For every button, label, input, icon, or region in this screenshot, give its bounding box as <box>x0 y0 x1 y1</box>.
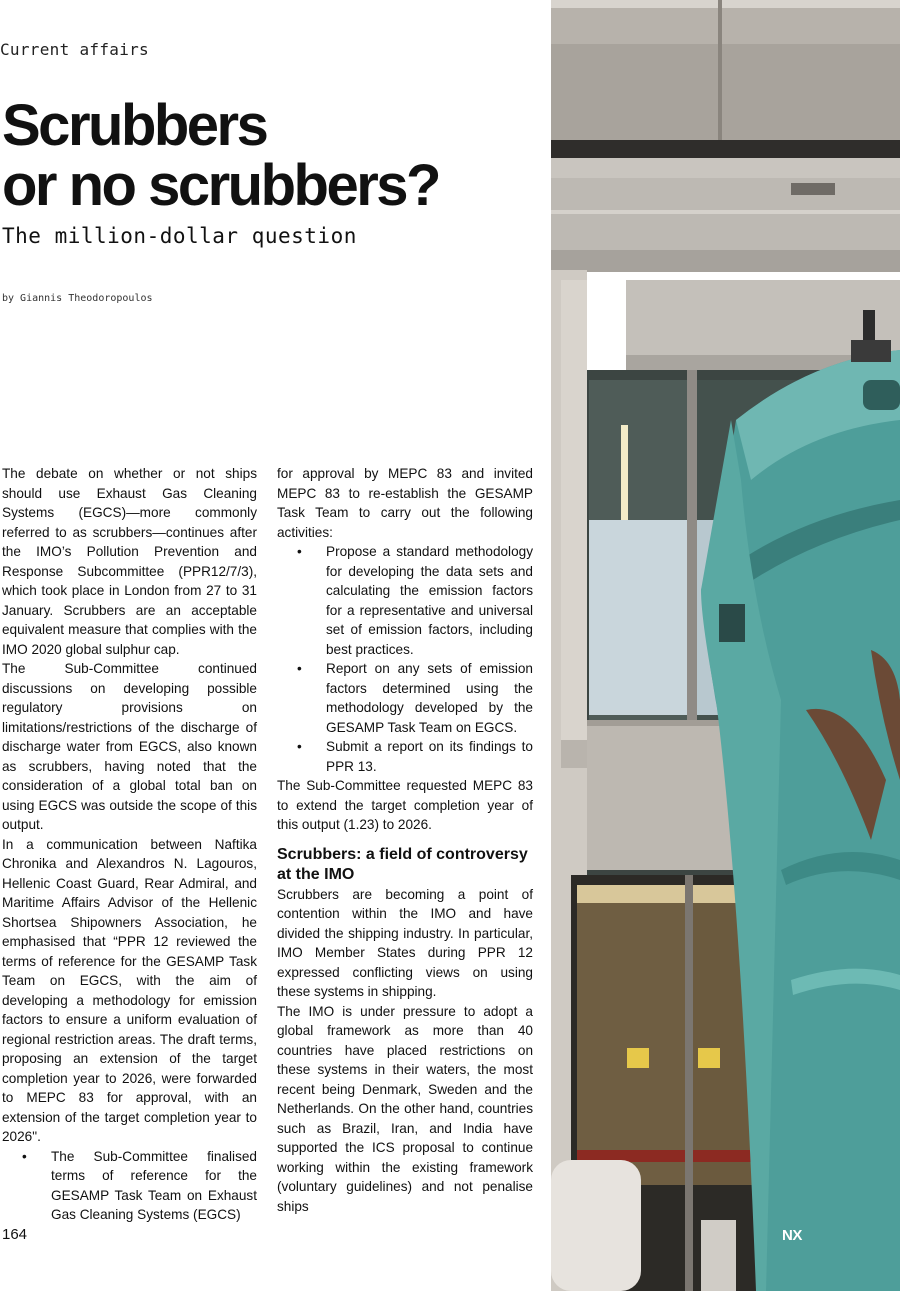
article-title <box>2 93 542 218</box>
list-item-text: The Sub-Committee finalised terms of reference for the GESAMP Task Team on Exhaust Gas Cleaning Systems (EGCS) <box>51 1148 257 1222</box>
text-column-2 <box>277 464 533 1216</box>
paragraph: In a communication between Naftika Chronika and Alexandros N. Lagouros, Hellenic Coast Guard, Rear Admiral, and Maritime Affairs Advisor of the Hellenic Shortsea Shipowners Association, he emphasised that “PPR 12 reviewed the terms of reference for the GESAMP Task Team on EGCS, with the aim of developing a methodology for emission factors to ensure a uniform evaluation of regional restriction areas. The draft terms, proposing an extension of the target completion year to 2026, were forwarded to MEPC 83 for approval, with an extension of the target completion year to 2026". <box>2 836 257 1144</box>
sculpture-photo <box>551 0 900 1291</box>
list-item <box>277 659 533 737</box>
list-item-text: Propose a standard methodology for developing the data sets and calculating the emission factors for a representative and universal set of emission factors, including best practices. <box>326 544 533 657</box>
paragraph: Scrubbers are becoming a point of contention within the IMO and have divided the shipping industry. In particular, IMO Member States during PPR 12 expressed conflicting views on using these systems in shipping. <box>277 886 533 999</box>
bullet-icon: • <box>297 544 302 559</box>
section-label: Current affairs <box>0 40 149 59</box>
bullet-icon: • <box>22 1148 27 1164</box>
byline: by Giannis Theodoropoulos <box>2 293 153 304</box>
list-item <box>2 1147 257 1225</box>
bullet-list <box>2 1147 257 1225</box>
paragraph: The Sub-Committee continued discussions on developing possible regulatory provisions on limitations/restrictions of the discharge of discharge water from EGCS, also known as scrubbers, having noted that the consideration of a global total ban on using EGCS was outside the scope of this output. <box>2 661 257 832</box>
title-line-1: Scrubbers <box>2 93 267 158</box>
list-item-text: Report on any sets of emission factors determined using the methodology developed by the GESAMP Task Team on EGCS. <box>326 661 533 735</box>
paragraph: The IMO is under pressure to adopt a global framework as more than 40 countries have placed restrictions on these systems in their waters, the most recent being Denmark, Sweden and the Netherlands. On the other hand, countries such as Brazil, Iran, and India have supported the ICS proposal to continue working within the existing framework (voluntary guidelines) and not penalise ships <box>277 1003 533 1214</box>
section-heading: Scrubbers: a field of controversy at the IMO <box>277 845 528 883</box>
bullet-icon: • <box>297 661 302 676</box>
list-item <box>277 542 533 659</box>
page-number: 164 <box>2 1226 28 1243</box>
article-subtitle: The million-dollar question <box>2 224 357 248</box>
nx-logo: NX <box>782 1227 802 1244</box>
bullet-list <box>277 542 533 776</box>
text-column-1 <box>2 464 257 1225</box>
paragraph: The Sub-Committee requested MEPC 83 to extend the target completion year of this output (1.23) to 2026. <box>277 778 533 832</box>
paragraph: The debate on whether or not ships should use Exhaust Gas Cleaning Systems (EGCS)—more commonly referred to as scrubbers—continues after the IMO’s Pollution Prevention and Response Subcommittee (PPR12/7/3), which took place in London from 27 to 31 January. Scrubbers are an acceptable equivalent measure that complies with the IMO 2020 global sulphur cap. <box>2 466 257 657</box>
bullet-icon: • <box>297 739 302 754</box>
title-line-2: or no scrubbers? <box>2 153 439 218</box>
list-item-text: Submit a report on its findings to PPR 13. <box>326 739 533 774</box>
paragraph: for approval by MEPC 83 and invited MEPC 83 to re-establish the GESAMP Task Team to carry out the following activities: <box>277 466 533 540</box>
list-item <box>277 737 533 776</box>
